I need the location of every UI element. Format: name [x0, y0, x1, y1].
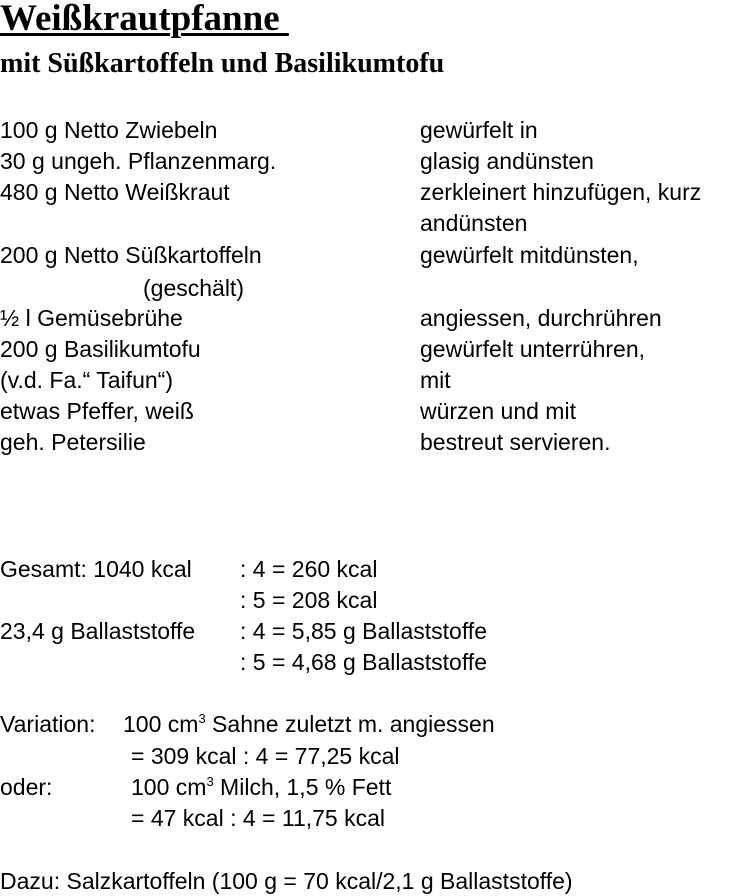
variation-cream: [123, 711, 495, 738]
ingredient-amount: (v.d. Fa.“ Taifun“): [0, 367, 173, 393]
ingredient-amount: 100 g Netto Zwiebeln: [0, 117, 218, 143]
fiber-per-5: : 5 = 4,68 g Ballaststoffe: [240, 649, 487, 675]
ingredient-amount: 30 g ungeh. Pflanzenmarg.: [0, 148, 277, 174]
variation-milk-text: Milch, 1,5 % Fett: [213, 774, 392, 800]
kcal-total: Gesamt: 1040 kcal: [0, 556, 192, 582]
variation-milk-unit-exponent: 3: [206, 774, 214, 789]
recipe-subtitle: mit Süßkartoffeln und Basilikumtofu: [0, 48, 445, 79]
variation-cream-calc: = 309 kcal : 4 = 77,25 kcal: [131, 743, 400, 769]
ingredient-step: mit: [420, 367, 451, 393]
ingredient-step: andünsten: [420, 210, 528, 236]
ingredient-step: gewürfelt in: [420, 117, 538, 143]
variation-milk-amount: 100 cm: [131, 774, 207, 800]
side-dish: Dazu: Salzkartoffeln (100 g = 70 kcal/2,1 g Ballaststoffe): [0, 868, 573, 894]
ingredient-amount: 200 g Netto Süßkartoffeln: [0, 242, 262, 268]
ingredient-step: gewürfelt unterrühren,: [420, 336, 646, 362]
ingredient-amount: 200 g Basilikumtofu: [0, 336, 201, 362]
ingredient-amount: ½ l Gemüsebrühe: [0, 305, 183, 331]
variation-cream-unit-exponent: 3: [198, 711, 206, 726]
kcal-per-5: : 5 = 208 kcal: [240, 587, 378, 613]
ingredient-amount: etwas Pfeffer, weiß: [0, 398, 194, 424]
variation-cream-text: Sahne zuletzt m. angiessen: [205, 711, 495, 737]
variation-milk: [131, 774, 391, 801]
recipe-title: Weißkrautpfanne: [0, 0, 289, 39]
ingredient-step: würzen und mit: [420, 398, 576, 424]
ingredient-step: gewürfelt mitdünsten,: [420, 242, 639, 268]
ingredient-step: bestreut servieren.: [420, 429, 611, 455]
ingredient-step: angiessen, durchrühren: [420, 305, 662, 331]
fiber-total: 23,4 g Ballaststoffe: [0, 618, 196, 644]
variation-cream-amount: 100 cm: [123, 711, 199, 737]
variation-or-label: oder:: [0, 774, 53, 800]
ingredient-amount: geh. Petersilie: [0, 429, 146, 455]
ingredient-amount: 480 g Netto Weißkraut: [0, 179, 230, 205]
ingredient-step: zerkleinert hinzufügen, kurz: [420, 179, 702, 205]
ingredient-step: glasig andünsten: [420, 148, 594, 174]
kcal-per-4: : 4 = 260 kcal: [240, 556, 378, 582]
ingredient-amount-note: (geschält): [143, 275, 244, 301]
variation-label: Variation:: [0, 711, 96, 737]
fiber-per-4: : 4 = 5,85 g Ballaststoffe: [240, 618, 487, 644]
variation-milk-calc: = 47 kcal : 4 = 11,75 kcal: [131, 805, 386, 831]
